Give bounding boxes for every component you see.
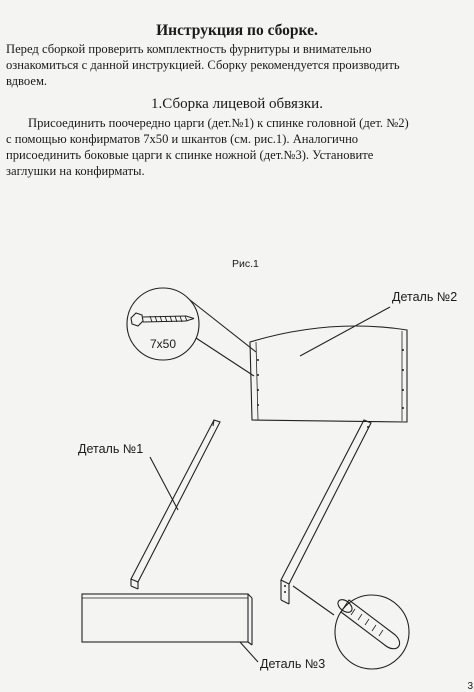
section-title: 1.Сборка лицевой обвязки. xyxy=(151,96,323,112)
part2-label: Деталь №2 xyxy=(392,290,458,304)
body-line-1: Присоединить поочередно царги (дет.№1) к спинке головной (дет. №2) xyxy=(28,116,409,130)
callout-leader-top xyxy=(190,300,256,352)
intro-line-3: вдвоем. xyxy=(6,74,48,88)
body-line-3: присоединить боковые царги к спинке ножной (дет.№3). Установите xyxy=(6,148,374,162)
dowel-callout-circle xyxy=(335,595,409,669)
page-number: 3 xyxy=(467,681,473,692)
dowel-icon xyxy=(341,600,400,649)
side-rail-right xyxy=(281,420,371,584)
part2-leader xyxy=(300,307,390,356)
body-line-2: с помощью конфирматов 7х50 и шкантов (см. рис.1). Аналогично xyxy=(6,132,359,146)
side-rail-part1 xyxy=(131,420,220,582)
part3-label: Деталь №3 xyxy=(260,657,326,671)
dowel-leader xyxy=(293,586,334,615)
figure-caption: Рис.1 xyxy=(232,258,259,270)
intro-line-1: Перед сборкой проверить комплектность фурнитуры и внимательно xyxy=(6,42,372,56)
screw-head-icon xyxy=(131,313,143,326)
part1-label: Деталь №1 xyxy=(78,442,144,456)
screw-size-label: 7х50 xyxy=(150,337,177,351)
body-line-4: заглушки на конфирматы. xyxy=(6,164,145,178)
page-title: Инструкция по сборке. xyxy=(156,22,318,39)
intro-line-2: ознакомиться с данной инструкцией. Сборку рекомендуется производить xyxy=(6,58,400,72)
part1-leader xyxy=(150,457,178,510)
footboard-part3 xyxy=(82,594,248,642)
part3-leader xyxy=(240,642,258,662)
